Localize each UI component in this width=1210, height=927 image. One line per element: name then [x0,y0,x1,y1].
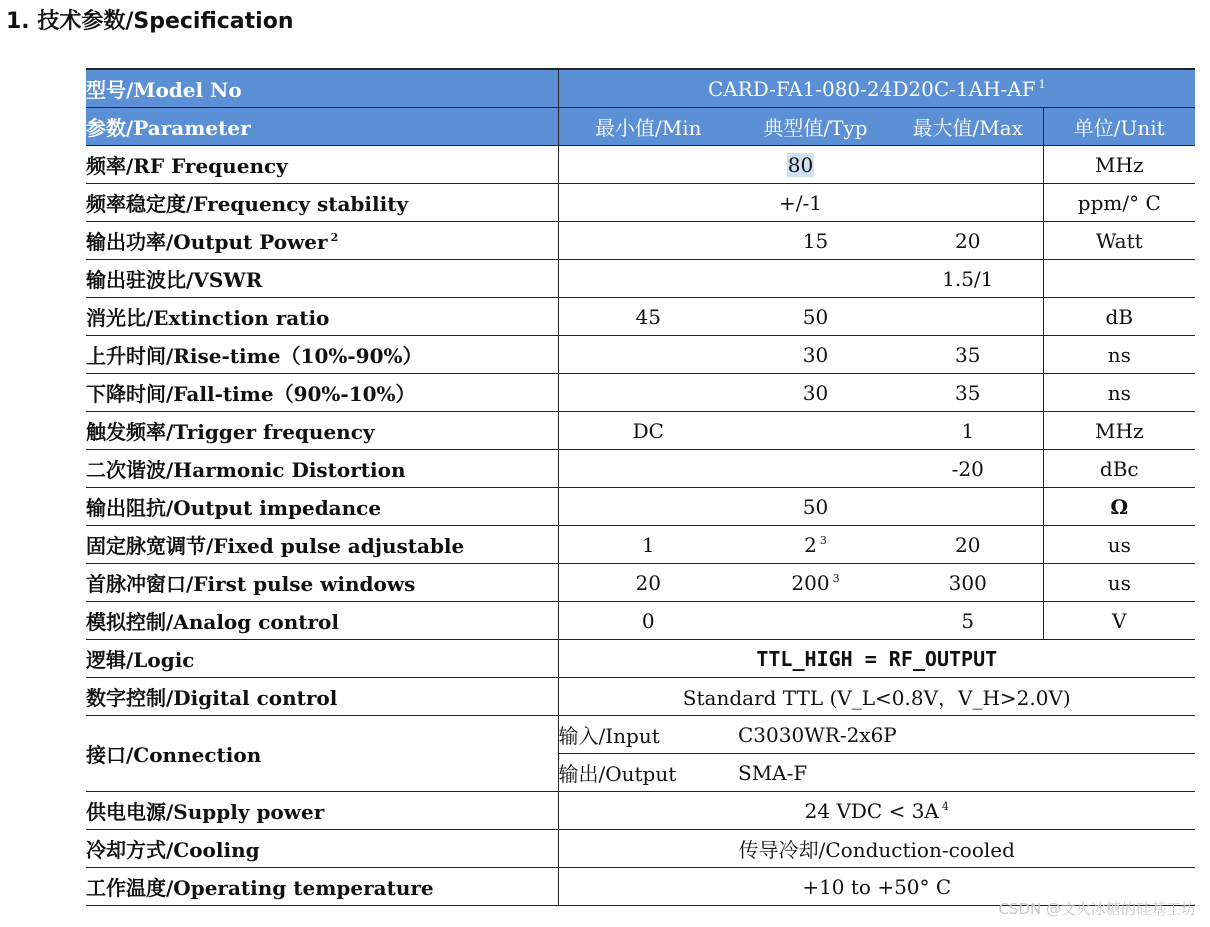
param-typ [738,298,893,336]
param-typ-value: 30 [802,380,829,405]
digital-value: Standard TTL (V_L<0.8V，V_H>2.0V) [558,678,1195,716]
param-max-value: 35 [955,380,981,405]
param-typ-value: 80 [787,152,814,177]
model-label: 型号/Model No [86,69,558,108]
param-typ-value: 30 [802,342,829,367]
param-label [86,374,558,412]
supply-label: 供电电源/Supply power [86,792,558,830]
param-typ [738,260,893,298]
param-max-value: -20 [951,456,984,481]
section-heading: 1. 技术参数/Specification [6,9,294,34]
param-unit: MHz [1043,412,1195,450]
param-unit: dB [1043,298,1195,336]
param-label-text: 输出驻波比/VSWR [86,268,263,292]
param-label-text: 消光比/Extinction ratio [86,306,330,330]
param-max-value: 5 [961,608,975,633]
param-label [86,564,558,602]
param-max-value: 20 [955,532,981,557]
param-max-value: 1 [961,418,975,443]
spec-table [86,68,1195,906]
param-min-value: 20 [635,570,661,595]
param-unit: Ω [1043,488,1195,526]
param-header-label: 参数/Parameter [86,108,558,146]
param-typ-footnote: 3 [832,571,840,585]
supply-value-cell [558,792,1195,830]
param-label-text: 触发频率/Trigger frequency [86,420,375,444]
param-max [893,298,1043,336]
param-label-text: 上升时间/Rise-time（10%-90%） [86,344,423,368]
param-label-text: 输出阻抗/Output impedance [86,496,382,520]
model-value-cell [558,69,1195,108]
connection-label: 接口/Connection [86,716,558,792]
temperature-value: +10 to +50° C [558,868,1195,906]
param-label [86,336,558,374]
connection-input-row [86,716,1195,754]
param-typ [738,602,893,640]
param-max [893,222,1043,260]
param-max-value: 35 [955,342,981,367]
param-min [558,412,738,450]
param-max [893,564,1043,602]
supply-value: 24 VDC < 3A [804,798,939,823]
param-label [86,222,558,260]
watermark: CSDN @文火冰糖的硅基工坊 [998,900,1196,918]
param-label-text: 固定脉宽调节/Fixed pulse adjustable [86,534,465,558]
param-typ [738,374,893,412]
param-label [86,184,558,222]
supply-row [86,792,1195,830]
param-min [558,602,738,640]
param-typ-value: 2 [804,532,817,557]
param-max-value: 1.5/1 [942,266,994,291]
model-footnote: 1 [1038,77,1046,91]
param-typ [558,146,1043,184]
param-min [558,260,738,298]
param-max [893,602,1043,640]
param-max [893,488,1043,526]
param-unit: ns [1043,336,1195,374]
param-row [86,184,1195,222]
param-max [893,450,1043,488]
param-unit: ns [1043,374,1195,412]
param-unit: MHz [1043,146,1195,184]
header-max: 最大值/Max [893,108,1043,146]
param-typ-value: 200 [791,570,830,595]
cooling-row [86,830,1195,868]
param-label-text: 模拟控制/Analog control [86,610,339,634]
param-min-value: DC [632,418,664,443]
param-label-text: 二次谐波/Harmonic Distortion [86,458,406,482]
connection-output-value: SMA-F [738,754,1195,792]
param-unit: V [1043,602,1195,640]
param-label [86,450,558,488]
param-min [558,298,738,336]
param-typ-value: +/-1 [779,190,822,215]
param-row [86,564,1195,602]
param-typ [738,450,893,488]
header-typ: 典型值/Typ [738,108,893,146]
param-min-value: 1 [641,532,655,557]
param-max [893,374,1043,412]
param-typ-value: 15 [802,228,829,253]
param-typ [738,488,893,526]
param-row [86,602,1195,640]
param-max [893,412,1043,450]
param-label [86,602,558,640]
connection-input-label: 输入/Input [558,716,738,754]
param-min [558,564,738,602]
param-unit [1043,260,1195,298]
param-label-text: 频率/RF Frequency [86,154,288,178]
param-typ [738,412,893,450]
param-min [558,336,738,374]
header-unit: 单位/Unit [1043,108,1195,146]
header-min: 最小值/Min [558,108,738,146]
param-typ [738,526,893,564]
param-typ [738,564,893,602]
cooling-value: 传导冷却/Conduction-cooled [558,830,1195,868]
param-label [86,412,558,450]
param-max [893,526,1043,564]
param-row [86,260,1195,298]
param-row [86,488,1195,526]
param-unit: dBc [1043,450,1195,488]
param-label [86,298,558,336]
param-min-value: 0 [641,608,655,633]
param-unit: us [1043,564,1195,602]
param-typ-value: 50 [802,304,829,329]
digital-label: 数字控制/Digital control [86,678,558,716]
param-label [86,488,558,526]
param-min [558,222,738,260]
param-row [86,412,1195,450]
param-unit: ppm/° C [1043,184,1195,222]
param-min [558,374,738,412]
param-min [558,526,738,564]
param-label [86,260,558,298]
param-min-value: 45 [635,304,661,329]
param-row [86,146,1195,184]
param-row [86,222,1195,260]
connection-input-value: C3030WR-2x6P [738,716,1195,754]
param-label [86,526,558,564]
param-max-value: 20 [955,228,981,253]
param-unit: Watt [1043,222,1195,260]
param-label [86,146,558,184]
model-value: CARD-FA1-080-24D20C-1AH-AF [707,76,1036,101]
param-rows [86,146,1195,640]
param-min [558,488,738,526]
connection-output-label: 输出/Output [558,754,738,792]
param-typ [738,336,893,374]
supply-footnote: 4 [941,799,949,813]
param-unit: us [1043,526,1195,564]
param-typ-footnote: 3 [819,533,827,547]
param-label-text: 下降时间/Fall-time（90%-10%） [86,382,416,406]
param-typ [738,222,893,260]
logic-label: 逻辑/Logic [86,640,558,678]
digital-row [86,678,1195,716]
param-row [86,336,1195,374]
param-label-text: 首脉冲窗口/First pulse windows [86,572,416,596]
param-typ [558,184,1043,222]
logic-value: TTL_HIGH = RF_OUTPUT [558,640,1195,678]
param-typ-value: 50 [802,494,829,519]
param-row [86,526,1195,564]
param-row [86,374,1195,412]
param-label-footnote: 2 [330,231,339,245]
param-min [558,450,738,488]
param-row [86,298,1195,336]
param-row [86,450,1195,488]
param-label-text: 频率稳定度/Frequency stability [86,192,409,216]
param-max [893,336,1043,374]
temperature-label: 工作温度/Operating temperature [86,868,558,906]
model-row [86,69,1195,108]
param-max-value: 300 [948,570,987,595]
logic-row [86,640,1195,678]
param-max [893,260,1043,298]
param-header-row [86,108,1195,146]
param-label-text: 输出功率/Output Power [86,230,328,254]
cooling-label: 冷却方式/Cooling [86,830,558,868]
